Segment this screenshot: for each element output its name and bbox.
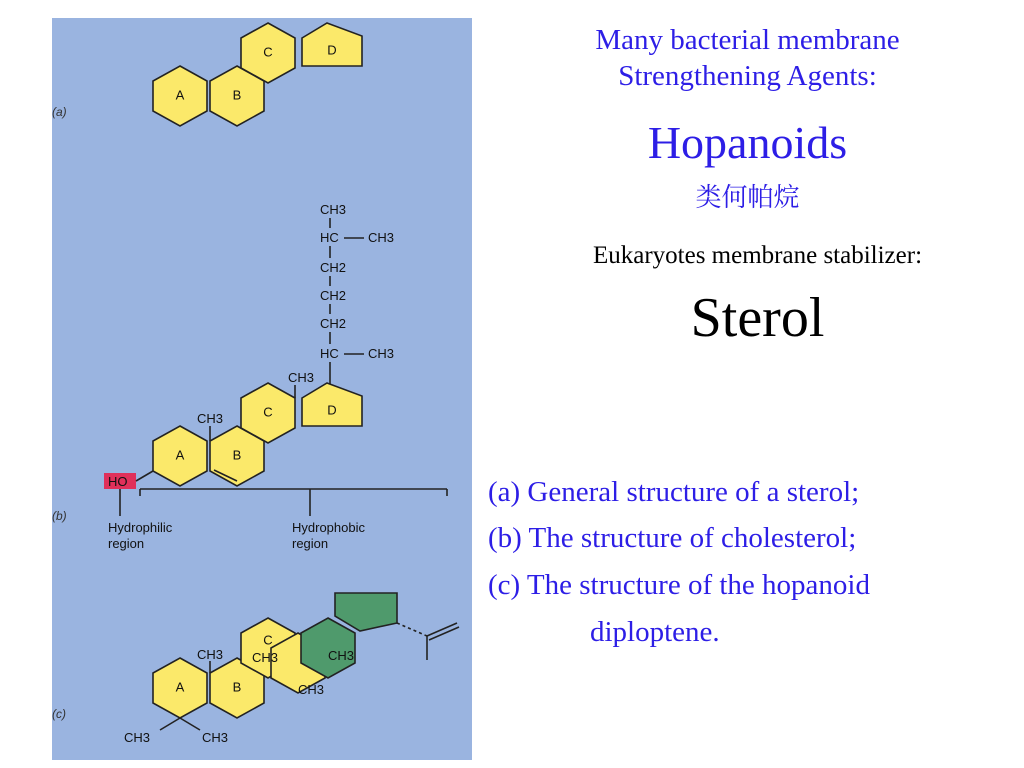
hop-methyl-6: CH3: [202, 730, 229, 745]
sidechain-hc-2: HC: [320, 346, 339, 361]
caption-c: (c) The structure of the hopanoid: [488, 569, 870, 601]
ring-label-b: B: [232, 87, 242, 103]
chol-ring-label-d: D: [327, 402, 337, 418]
chol-methyl-2: CH3: [288, 370, 315, 385]
ring-label-a: A: [175, 87, 185, 103]
panel-label-a: (a): [52, 105, 67, 119]
sidechain-ch2-1: CH2: [320, 260, 347, 275]
hop-methyl-1: CH3: [197, 647, 224, 662]
caption-b: (b) The structure of cholesterol;: [488, 522, 857, 554]
sidechain-hc-1: HC: [320, 230, 339, 245]
panel-label-c: (c): [52, 707, 66, 721]
caption-a: (a) General structure of a sterol;: [488, 476, 860, 508]
caption-c-continued: diploptene.: [590, 616, 720, 648]
hydrophilic-label-2: region: [108, 536, 145, 551]
hopanoids-title: Hopanoids: [647, 117, 848, 168]
chol-ring-label-b: B: [232, 447, 242, 463]
chol-ring-label-a: A: [175, 447, 185, 463]
hydrophobic-label-2: region: [292, 536, 329, 551]
hop-methyl-5: CH3: [124, 730, 151, 745]
hydrophilic-label-1: Hydrophilic: [108, 520, 173, 535]
hop-methyl-4: CH3: [298, 682, 325, 697]
sidechain-ch3-branch-2: CH3: [368, 346, 395, 361]
bacterial-heading-line-1: Many bacterial membrane: [595, 24, 900, 56]
hydrophobic-label-1: Hydrophobic: [292, 520, 365, 535]
hop-ring-label-b: B: [232, 679, 242, 695]
panel-label-b: (b): [52, 509, 67, 523]
chol-methyl-1: CH3: [197, 411, 224, 426]
hop-methyl-3: CH3: [328, 648, 355, 663]
ring-label-c: C: [263, 44, 273, 60]
sidechain-ch3-top: CH3: [320, 202, 347, 217]
eukaryotes-heading: Eukaryotes membrane stabilizer:: [592, 242, 923, 269]
hop-ring-label-c: C: [263, 632, 273, 648]
chol-hydroxyl: HO: [108, 474, 128, 489]
bacterial-heading: [495, 22, 1000, 94]
structure-drawing: [52, 18, 472, 760]
sterol-title: Sterol: [690, 287, 825, 349]
hop-methyl-2: CH3: [252, 650, 279, 665]
hop-ring-label-a: A: [175, 679, 185, 695]
chol-ring-label-c: C: [263, 404, 273, 420]
chemical-structures-figure: [52, 18, 472, 760]
ring-label-d: D: [327, 42, 337, 58]
hop-ring-pentagon: [335, 593, 397, 631]
sidechain-ch2-2: CH2: [320, 288, 347, 303]
sidechain-ch3-branch-1: CH3: [368, 230, 395, 245]
hopanoids-chinese: 类何帕烷: [695, 183, 800, 213]
bacterial-heading-line-2: Strengthening Agents:: [618, 60, 877, 92]
sidechain-ch2-3: CH2: [320, 316, 347, 331]
